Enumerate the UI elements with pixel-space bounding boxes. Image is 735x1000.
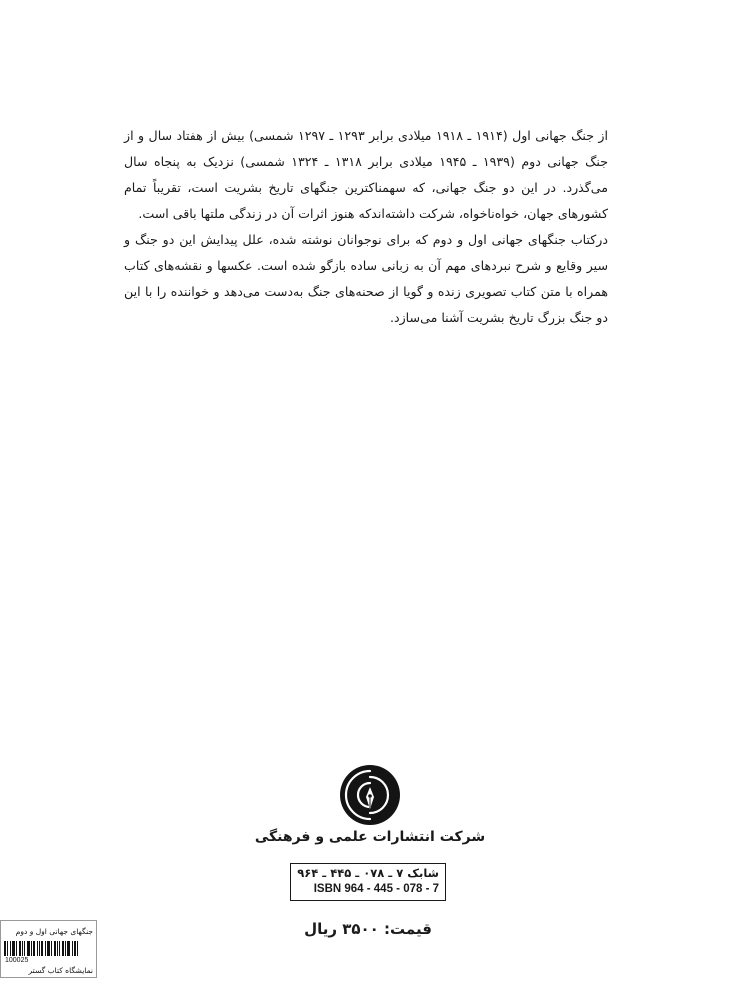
book-description bbox=[124, 123, 608, 331]
library-sticker bbox=[0, 920, 97, 978]
sticker-number: 100025 bbox=[5, 957, 29, 964]
sticker-title: جنگهای جهانی اول و دوم bbox=[15, 927, 93, 936]
publisher-name: شرکت انتشارات علمی و فرهنگی bbox=[254, 829, 486, 845]
description-paragraph-1: از جنگ جهانی اول (۱۹۱۴ ـ ۱۹۱۸ میلادی برابر ۱۲۹۳ ـ ۱۲۹۷ شمسی) بیش از هفتاد سال و از جنگ جهانی دوم (۱۹۳۹ ـ ۱۹۴۵ میلادی برابر ۱۳۱۸ ـ ۱۳۲۴ شمسی) نزدیک به پنجاه سال می‌گذرد. در این دو جنگ جهانی، که سهمناکترین جنگهای تاریخ بشریت است، تقریباً تمام کشورهای جهان، خواه‌ناخواه، شرکت داشته‌اندکه هنوز اثرات آن در زندگی ملتها باقی است. bbox=[124, 128, 609, 221]
sticker-library: نمایشگاه کتاب گستر bbox=[28, 966, 93, 975]
isbn-box bbox=[290, 863, 446, 901]
isbn-persian: شابک ۷ ـ ۰۷۸ ـ ۴۴۵ ـ ۹۶۴ bbox=[297, 866, 439, 880]
publisher-logo-icon bbox=[338, 763, 402, 827]
price: قیمت: ۳۵۰۰ ریال bbox=[304, 920, 432, 938]
barcode bbox=[4, 941, 92, 956]
isbn-latin: ISBN 964 - 445 - 078 - 7 bbox=[313, 883, 439, 895]
description-paragraph-2: درکتاب جنگهای جهانی اول و دوم که برای نوجوانان نوشته شده، علل پیدایش این دو جنگ و سیر وقایع و شرح نبردهای مهم آن به زبانی ساده بازگو شده است. عکسها و نقشه‌های کتاب همراه با متن کتاب تصویری زنده و گویا از صحنه‌های جنگ به‌دست می‌دهد و خواننده را با این دو جنگ بزرگ تاریخ بشریت آشنا می‌سازد. bbox=[124, 232, 608, 325]
